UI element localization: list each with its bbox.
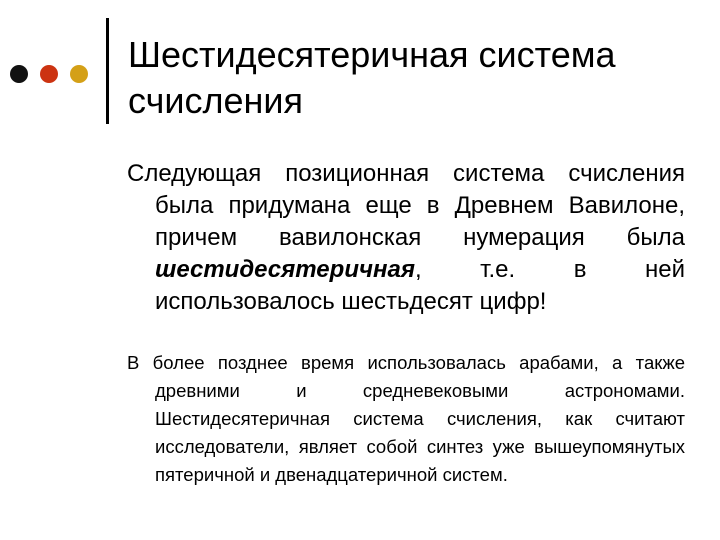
dot-gold <box>70 65 88 83</box>
paragraph-1-text-start: Следующая позиционная система счисления была придумана еще в Древнем Вавилоне, причем вавилонская нумерация была <box>127 160 685 251</box>
slide-title: Шестидесятеричная система счисления <box>128 34 616 121</box>
title-divider <box>106 18 109 124</box>
dot-red <box>40 65 58 83</box>
dot-black <box>10 65 28 83</box>
decorative-dots <box>10 65 88 83</box>
paragraph-1-text-end: , т.е. в ней использовалось шестьдесят цифр! <box>155 256 685 315</box>
body-paragraph-2: В более позднее время использовалась арабами, а также древними и средневековыми астрономами. Шестидесятеричная система счисления, как считают исследователи, являет собой синтез уже вышеупомянутых пятеричной и двенадцатеричной систем. <box>127 352 685 485</box>
body-paragraph-1 <box>127 158 685 318</box>
paragraph-1-emphasis: шестидесятеричная <box>155 256 415 283</box>
